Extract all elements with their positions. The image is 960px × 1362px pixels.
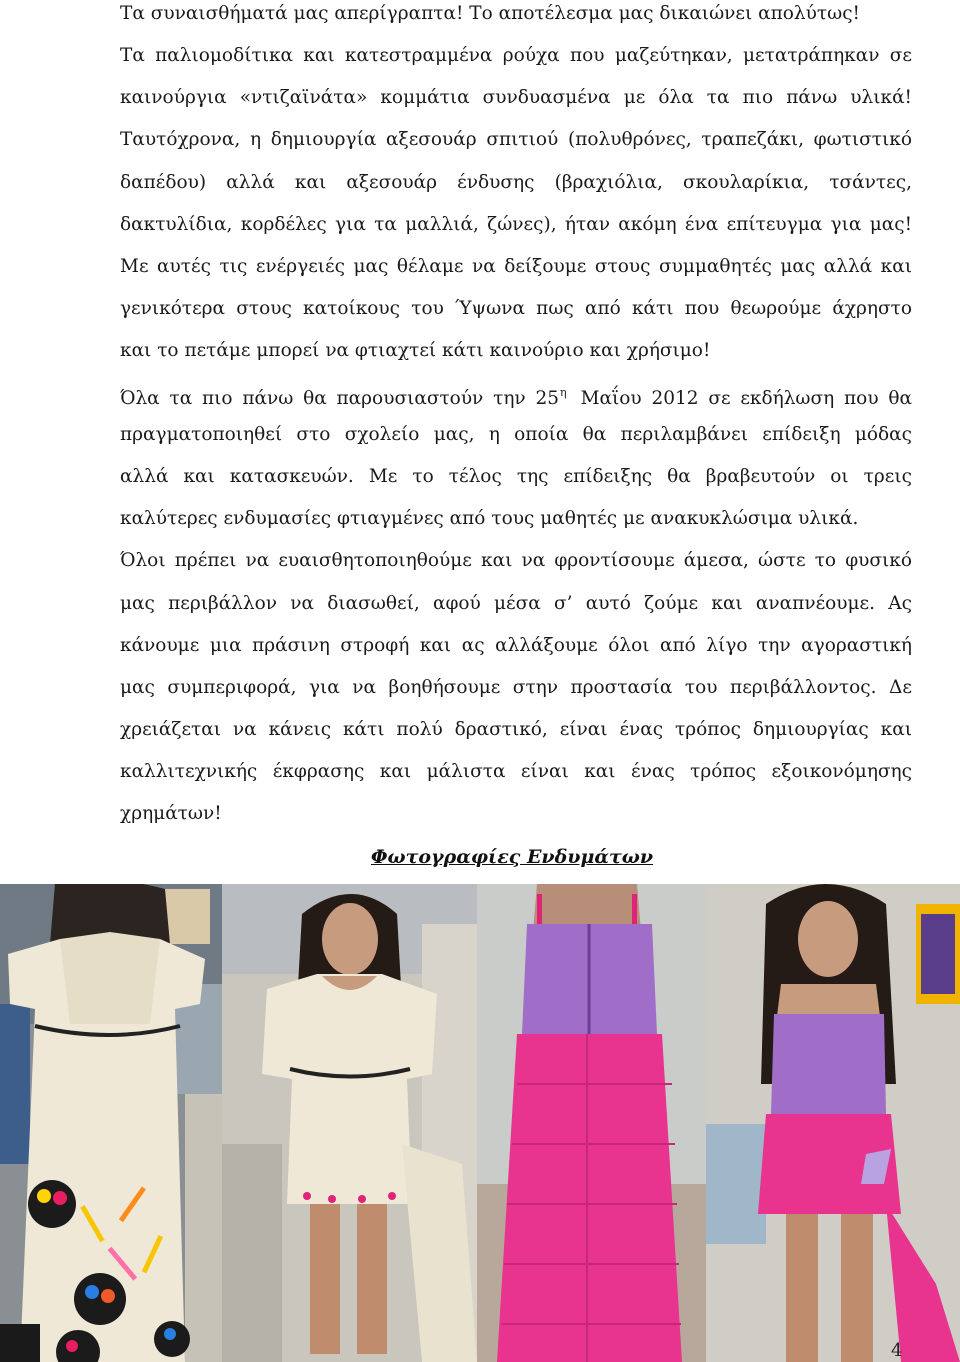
text-line: δακτυλίδια, κορδέλες για τα μαλλιά, ζώνες), ήταν ακόμη ένα επίτευγμα για μας!	[120, 214, 912, 235]
text-line: και το πετάμε μπορεί να φτιαχτεί κάτι καινούριο και χρήσιμο!	[120, 340, 711, 361]
text-line: γενικότερα στους κατοίκους του Ύψωνα πως από κάτι που θεωρούμε άχρηστο	[120, 298, 912, 319]
text-line: Όλοι πρέπει να ευαισθητοποιηθούμε και να φροντίσουμε άμεσα, ώστε το φυσικό	[120, 550, 912, 571]
text-line: αλλά και κατασκευών. Με το τέλος της επίδειξης θα βραβευτούν οι τρεις	[120, 466, 912, 487]
text-line: πραγματοποιηθεί στο σχολείο μας, η οποία θα περιλαμβάνει επίδειξη μόδας	[120, 424, 912, 445]
photos-caption: Φωτογραφίες Ενδυμάτων	[370, 846, 654, 868]
text-line: κάνουμε μια πράσινη στροφή και ας αλλάξουμε όλοι από λίγο την αγοραστική	[120, 635, 912, 656]
text-line: μας συμπεριφορά, για να βοηθήσουμε στην προστασία του περιβάλλοντος. Δε	[120, 677, 912, 698]
photo-cream-dress-back	[0, 884, 222, 1362]
text-line: Τα συναισθήματά μας απερίγραπτα! Το αποτέλεσμα μας δικαιώνει απολύτως!	[120, 3, 860, 24]
text-line: χρημάτων!	[120, 803, 222, 824]
text-line: καλλιτεχνικής έκφρασης και μάλιστα είναι και ένας τρόπος εξοικονόμησης	[120, 761, 912, 782]
text-line: Με αυτές τις ενέργειές μας θέλαμε να δείξουμε στους συμμαθητές μας αλλά και	[120, 256, 912, 277]
ordinal-superscript: η	[560, 386, 567, 399]
text-line: καλύτερες ενδυμασίες φτιαγμένες από τους μαθητές με ανακυκλώσιμα υλικά.	[120, 508, 859, 529]
page-number: 4	[891, 1340, 903, 1361]
text-line: μας περιβάλλον να διασωθεί, αφού μέσα σ’ αυτό ζούμε και αναπνέουμε. Ας	[120, 593, 912, 614]
text-line: Τα παλιομοδίτικα και κατεστραμμένα ρούχα που μαζεύτηκαν, μετατράπηκαν σε	[120, 45, 912, 66]
text-line: χρειάζεται να κάνεις κάτι πολύ δραστικό, είναι ένας τρόπος δημιουργίας και	[120, 719, 912, 740]
text-line: καινούργια «ντιζαϊνάτα» κομμάτια συνδυασμένα με όλα τα πιο πάνω υλικά!	[120, 87, 912, 108]
event-month-text: Μαΐου 2012 σε εκδήλωση που θα	[580, 388, 912, 409]
text-line: δαπέδου) αλλά και αξεσουάρ ένδυσης (βραχιόλια, σκουλαρίκια, τσάντες,	[120, 172, 912, 193]
photo-pink-skirt-front	[706, 884, 960, 1362]
event-date-text: Όλα τα πιο πάνω θα παρουσιαστούν την 25	[120, 388, 559, 409]
photo-cream-dress-front	[222, 884, 477, 1362]
text-line: Ταυτόχρονα, η δημιουργία αξεσουάρ σπιτιού (πολυθρόνες, τραπεζάκι, φωτιστικό	[120, 129, 912, 150]
event-line	[120, 381, 912, 411]
photo-pink-skirt-back	[477, 884, 706, 1362]
